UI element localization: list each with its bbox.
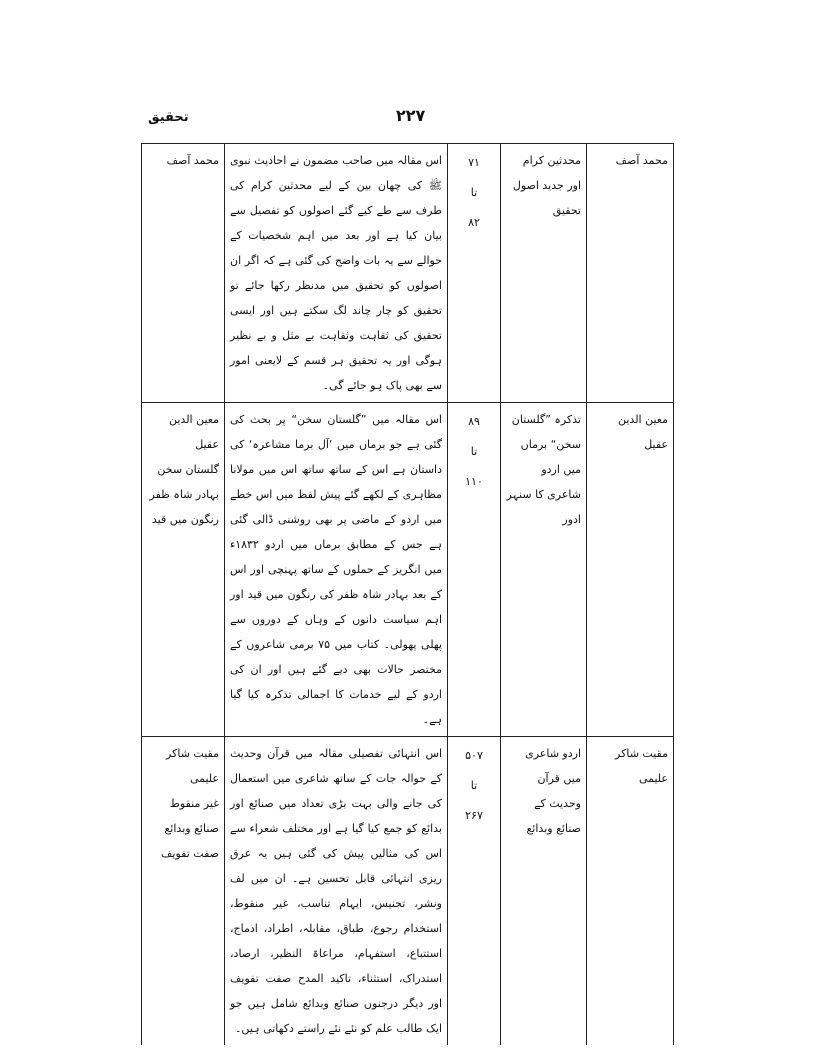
summary-cell: اس انتہائی تفصیلی مقالہ میں قرآن وحدیث کے حوالہ جات کے ساتھ شاعری میں استعمال کی جانے والی بہت بڑی تعداد میں صنائع اور بدائع کو جمع کیا گیا ہے اور مختلف شعراء سے اس کی مثالیں پیش کی گئی ہیں یہ عرق ریزی انتہائی قابل تحسین ہے۔ ان میں لف ونشر، تجنیس، ایہام تناسب، غیر منقوط، استخدام رجوع، طباق، مقابلہ، اطراد، ادماج، استتباع، استفہام، مراعاۃ النظیر، ارصاد، استدراک، استثناء، تاکید المدح صفت تفویف اور دیگر درجنوں صنائع وبدائع شامل ہیں جو ایک طالب علم کو نئے نئے راستے دکھاتی ہیں۔ [225,737,448,1046]
keyword: محمد آصف [166,154,219,167]
page-end: ۱۱۰ [465,475,483,488]
keywords-cell [142,403,225,737]
page-start: ۵۰۷ [465,749,483,762]
table-row [142,737,674,1046]
keyword: بہادر شاہ ظفر [149,488,219,501]
article-title-cell: اردو شاعری میں قرآن وحدیث کے صنائع وبدائع [501,737,587,1046]
table-row [142,144,674,403]
page-number: ۲۲۷ [396,106,426,125]
page-range-cell [448,403,501,737]
journal-title: تحقیق [148,110,189,125]
page-start: ۸۹ [468,415,480,428]
author-cell: مقیت شاکر علیمی [587,737,674,1046]
keyword: گلستان سخن [157,463,219,476]
page-range-separator: تا [470,186,478,199]
keywords-cell [142,737,225,1046]
keyword: رنگون میں قید [151,513,219,526]
page-end: ۸۲ [468,216,480,229]
page-range-cell [448,737,501,1046]
keyword: غیر منقوط [169,797,219,810]
article-title-cell: تذکرہ ”گلستان سخن“ برماں میں اردو شاعری کا سنہر ادور [501,403,587,737]
keyword: مقیت شاکر علیمی [166,747,219,785]
keyword: صفت تفویف [161,847,219,860]
author-cell: معین الدین عقیل [587,403,674,737]
article-index-table [141,143,674,1045]
page-range-separator: تا [470,445,478,458]
page-range-cell [448,144,501,403]
summary-cell: اس مقالہ میں ”گلستان سخن“ پر بحث کی گئی ہے جو برماں میں ’آل برما مشاعرہ‘ کی داستان ہے اس کے ساتھ ساتھ اس میں مولانا مظاہری کے لکھے گئے پیش لفظ میں اس خطے میں اردو کے ماضی پر بھی روشنی ڈالی گئی ہے جس کے مطابق برماں میں اردو ۱۸۳۲ء میں انگریز کے حملوں کے ساتھ پہنچی اور اس کے بعد بہادر شاہ ظفر کی رنگون میں قید اور اہم سیاست دانوں کے وہاں کے دوروں سے پھلی پھولی۔ کتاب میں ۷۵ برمی شاعروں کے مختصر حالات بھی دیے گئے ہیں اور ان کی اردو کے لیے خدمات کا اجمالی تذکرہ کیا گیا ہے۔ [225,403,448,737]
summary-cell: اس مقالہ میں صاحب مضمون نے احادیث نبوی ﷺ کی چھان بین کے لیے محدثین کرام کی طرف سے طے کیے گئے اصولوں کو تفصیل سے بیان کیا ہے اور بعد میں اہم شخصیات کے حوالے سے یہ بات واضح کی گئی ہے کہ اگر ان اصولوں کو تحقیق میں مدنظر رکھا جائے تو تحقیق کو چار چاند لگ سکتے ہیں اور ایسی تحقیق کی ثقاہت وثقاہت بے مثل و بے نظیر ہوگی اور یہ تحقیق ہر قسم کے لایعنی امور سے بھی پاک ہو جائے گی۔ [225,144,448,403]
page-range-separator: تا [470,779,478,792]
page-start: ۷۱ [468,156,480,169]
keyword: صنائع وبدائع [164,822,219,835]
article-title-cell: محدثین کرام اور جدید اصول تحقیق [501,144,587,403]
author-cell: محمد آصف [587,144,674,403]
table-row [142,403,674,737]
keywords-cell [142,144,225,403]
keyword: معین الدین عقیل [168,413,219,451]
page-end: ۲۶۷ [465,809,483,822]
